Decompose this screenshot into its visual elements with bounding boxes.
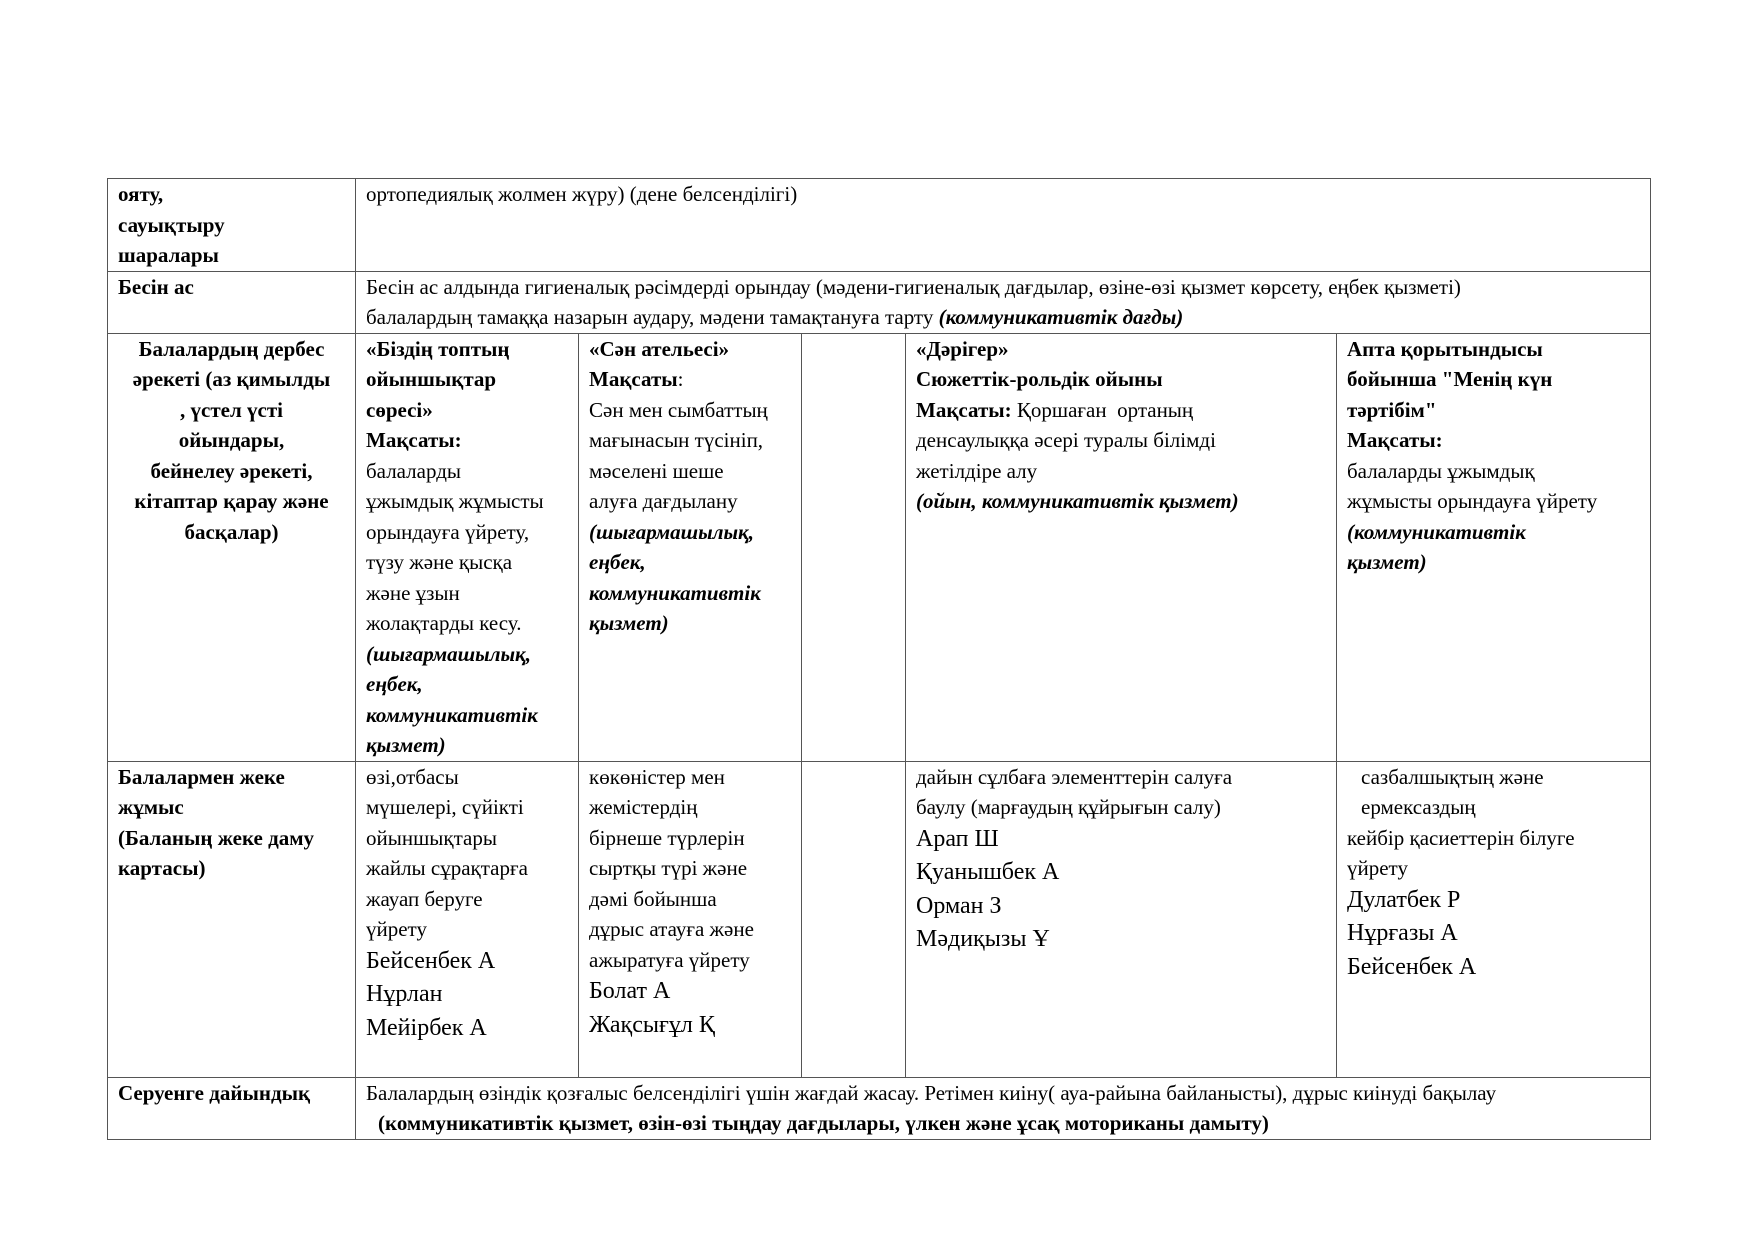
table-row-walk-prep	[108, 1077, 1651, 1139]
activity-cell-1: «Біздің топтың ойыншықтар сөресі» Мақсаты: балаларды ұжымдық жұмысты орындауға үйрету, түзу және қысқа және ұзын жолақтарды кесу. (шығармашылық, еңбек, коммуникативтік қызмет)	[356, 333, 579, 761]
row-label-wake: ояту, сауықтыру шаралары	[108, 179, 356, 272]
child-name: Қуанышбек А	[916, 859, 1060, 885]
row-label-individual-work: Балалармен жеке жұмыс (Баланың жеке даму картасы)	[108, 761, 356, 1077]
individual-cell-4: дайын сұлбаға элементтерін салуға баулу (марғаудың құйрығын салу) Арап Ш Қуанышбек А Орман З Мәдиқызы Ұ	[906, 761, 1337, 1077]
schedule-table	[107, 178, 1651, 1140]
child-name: Нұрғазы А	[1347, 920, 1458, 946]
child-name: Орман З	[916, 892, 1002, 919]
walk-prep-content: Балалардың өзіндік қозғалыс белсенділігі үшін жағдай жасау. Ретімен киіну( ауа-райына байланысты), дұрыс киінуді бақылау (коммуникативтік қызмет, өзін-өзі тыңдау дағдылары, үлкен және ұсақ моториканы дамыту)	[356, 1077, 1651, 1139]
table-row-wake	[108, 179, 1651, 272]
table-row-snack	[108, 271, 1651, 333]
child-name: Мейірбек А	[366, 1014, 487, 1041]
child-name: Бейсенбек А	[366, 947, 496, 974]
child-name: Болат А	[589, 978, 671, 1004]
snack-content: Бесін ас алдында гигиеналық рәсімдерді орындау (мәдени-гигиеналық дағдылар, өзіне-өзі қызмет көрсету, еңбек қызметі) балалардың тамаққа назарын аудару, мәдени тамақтануға тарту (коммуникативтік дағды)	[356, 271, 1651, 333]
child-name: Жақсығұл Қ	[589, 1011, 715, 1038]
wake-content: ортопедиялық жолмен жүру) (дене белсенділігі)	[356, 179, 1651, 272]
individual-cell-5: сазбалшықтың және ермексаздың кейбір қасиеттерін білуге үйрету Дулатбек Р Нұрғазы А Бейсенбек А	[1337, 761, 1651, 1077]
activity-cell-5: Апта қорытындысы бойынша "Менің күн тәртібім" Мақсаты: балаларды ұжымдық жұмысты орындауға үйрету (коммуникативтік қызмет)	[1337, 333, 1651, 761]
child-name: Нұрлан	[366, 981, 443, 1007]
child-name: Мәдиқызы Ұ	[916, 926, 1050, 952]
child-name: Бейсенбек А	[1347, 953, 1477, 980]
activity-cell-3-empty	[802, 333, 906, 761]
row-label-independent-activity: Балалардың дербес әрекеті (аз қимылды , үстел үсті ойындары, бейнелеу әрекеті, кітаптар қарау және басқалар)	[108, 333, 356, 761]
child-name: Арап Ш	[916, 825, 999, 852]
table-row-individual-work	[108, 761, 1651, 1077]
activity-cell-4: «Дәрігер» Сюжеттік-рольдік ойыны Мақсаты: Қоршаған ортаның денсаулыққа әсері туралы білімді жетілдіре алу (ойын, коммуникативтік қызмет)	[906, 333, 1337, 761]
individual-cell-2: көкөністер мен жемістердің бірнеше түрлерін сыртқы түрі және дәмі бойынша дұрыс атауға және ажыратуға үйрету Болат А Жақсығұл Қ	[579, 761, 802, 1077]
row-label-walk-prep: Серуенге дайындық	[108, 1077, 356, 1139]
activity-cell-2: «Сән ательесі» Мақсаты: Сән мен сымбаттың мағынасын түсініп, мәселені шеше алуға дағдылану (шығармашылық, еңбек, коммуникативтік қызмет)	[579, 333, 802, 761]
child-name: Дулатбек Р	[1347, 886, 1461, 913]
individual-cell-3-empty	[802, 761, 906, 1077]
individual-cell-1: өзі,отбасы мүшелері, сүйікті ойыншықтары жайлы сұрақтарға жауап беруге үйрету Бейсенбек А Нұрлан Мейірбек А	[356, 761, 579, 1077]
table-row-independent-activity	[108, 333, 1651, 761]
row-label-snack: Бесін ас	[108, 271, 356, 333]
